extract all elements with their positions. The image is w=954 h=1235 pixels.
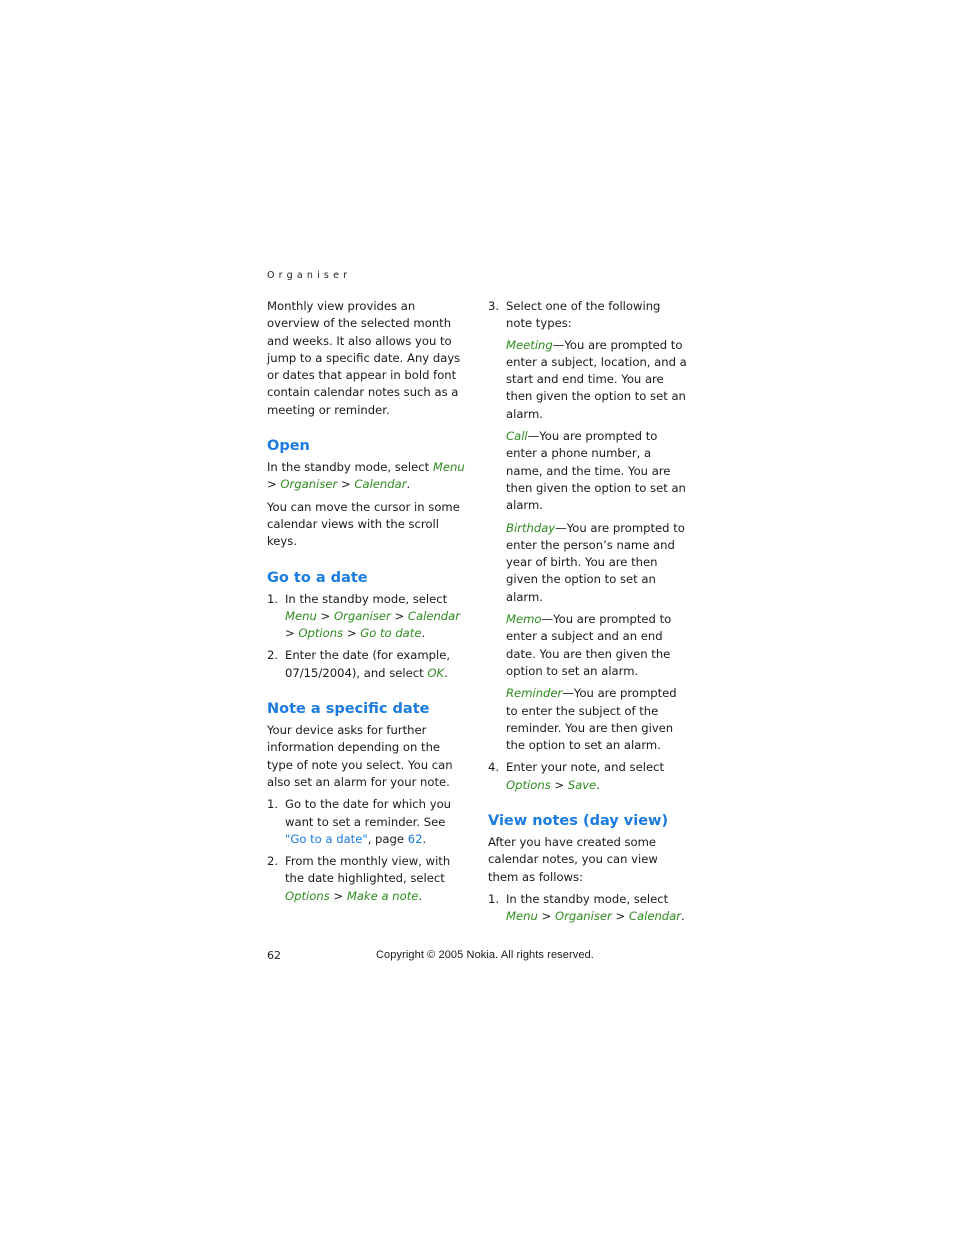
page-number: 62	[267, 949, 281, 962]
menu-item-options: Options	[298, 626, 344, 641]
note-type-desc: —You are prompted to enter a phone number, a name, and the time. You are then given the option to set an alarm.	[506, 429, 686, 513]
left-column	[267, 298, 469, 910]
heading-go-to-date: Go to a date	[267, 569, 368, 586]
step-text: Go to the date for which you want to set a reminder. See	[285, 797, 452, 829]
open-instructions	[267, 459, 469, 494]
list-item	[488, 759, 690, 794]
step-text: Enter your note, and select	[506, 760, 664, 775]
note-type-steps	[488, 298, 690, 794]
note-type-desc: —You are prompted to enter the person’s name and year of birth. You are then given the option to set an alarm.	[506, 520, 685, 604]
heading-note-specific-date: Note a specific date	[267, 701, 430, 718]
separator: >	[550, 777, 568, 792]
period: .	[406, 477, 411, 492]
view-notes-intro: After you have created some calendar notes, you can view them as follows:	[488, 835, 658, 884]
menu-item-organiser: Organiser	[280, 477, 338, 492]
separator: >	[343, 626, 361, 641]
step-number: 1.	[267, 591, 279, 606]
period: .	[422, 831, 427, 846]
period: .	[444, 665, 448, 680]
note-steps	[267, 796, 469, 905]
menu-item-menu: Menu	[285, 608, 317, 623]
step-number: 3.	[488, 299, 500, 313]
step-number: 4.	[488, 760, 500, 775]
running-header: Organiser	[267, 270, 352, 281]
go-to-date-steps	[267, 591, 469, 682]
list-item	[267, 591, 469, 643]
menu-item-calendar: Calendar	[354, 477, 407, 492]
copyright-notice: Copyright © 2005 Nokia. All rights reserved.	[376, 949, 594, 961]
step-text: In the standby mode, select	[506, 891, 669, 906]
menu-item-organiser: Organiser	[333, 608, 391, 623]
list-item	[488, 891, 690, 926]
menu-item-options: Options	[506, 777, 551, 792]
separator: >	[316, 608, 334, 623]
note-type-desc: —You are prompted to enter a subject and an end date. You are then given the option to set an alarm.	[506, 612, 672, 678]
menu-item-options: Options	[285, 888, 330, 903]
page-link[interactable]: 62	[407, 831, 423, 846]
period: .	[596, 777, 600, 792]
separator: >	[390, 608, 408, 623]
note-type-birthday	[506, 520, 690, 606]
note-type-name: Meeting	[506, 337, 553, 352]
menu-item-make-a-note: Make a note	[346, 888, 419, 903]
step-text: From the monthly view, with the date highlighted, select	[285, 854, 451, 886]
open-text: In the standby mode, select	[267, 460, 433, 475]
view-notes-steps	[488, 891, 690, 926]
heading-open: Open	[267, 438, 310, 455]
note-types	[506, 337, 690, 755]
note-type-reminder	[506, 685, 690, 754]
step-text: Select one of the following note types:	[506, 299, 661, 331]
note-type-name: Reminder	[506, 686, 563, 701]
menu-item-menu: Menu	[432, 460, 465, 475]
menu-item-ok: OK	[427, 665, 445, 680]
separator: >	[611, 909, 629, 924]
list-item	[267, 647, 469, 682]
list-item	[267, 796, 469, 848]
menu-item-calendar: Calendar	[628, 909, 682, 924]
open-scroll-note: You can move the cursor in some calendar views with the scroll keys.	[267, 499, 460, 549]
step-text: Enter the date (for example, 07/15/2004), and select	[285, 648, 451, 680]
separator: >	[285, 626, 299, 641]
note-type-call	[506, 428, 690, 514]
note-type-desc: —You are prompted to enter a subject, location, and a start and end time. You are then given the option to set an alarm.	[506, 337, 687, 421]
period: .	[421, 626, 426, 641]
note-intro: Your device asks for further information depending on the type of note you select. You can also set an alarm for your note.	[267, 723, 453, 789]
right-column	[488, 298, 690, 931]
monthly-view-intro: Monthly view provides an overview of the selected month and weeks. It also allows you to jump to a specific date. Any days or dates that appear in bold font contain calendar notes such as a meeting or reminder.	[267, 299, 461, 417]
menu-item-menu: Menu	[506, 909, 538, 924]
step-number: 2.	[267, 648, 279, 663]
menu-item-go-to-date: Go to date	[360, 626, 422, 641]
step-text: In the standby mode, select	[285, 591, 448, 606]
heading-view-notes: View notes (day view)	[488, 813, 669, 830]
separator: >	[337, 477, 355, 492]
note-type-name: Birthday	[506, 520, 556, 535]
cross-reference-link[interactable]: "Go to a date"	[285, 831, 368, 846]
menu-item-organiser: Organiser	[554, 909, 612, 924]
note-type-name: Memo	[506, 612, 542, 627]
period: .	[418, 888, 423, 903]
separator: >	[267, 477, 281, 492]
note-type-desc: —You are prompted to enter the subject of the reminder. You are then given the option to set an alarm.	[506, 686, 677, 753]
menu-item-save: Save	[567, 777, 597, 792]
step-number: 1.	[267, 797, 279, 812]
note-type-memo	[506, 611, 690, 680]
step-text: , page	[367, 831, 408, 846]
list-item	[488, 298, 690, 754]
step-number: 2.	[267, 854, 279, 869]
menu-item-calendar: Calendar	[407, 608, 461, 623]
separator: >	[329, 888, 347, 903]
note-type-name: Call	[506, 429, 528, 444]
list-item	[267, 853, 469, 905]
separator: >	[537, 909, 555, 924]
note-type-meeting	[506, 337, 690, 423]
step-number: 1.	[488, 891, 500, 906]
period: .	[681, 909, 685, 924]
